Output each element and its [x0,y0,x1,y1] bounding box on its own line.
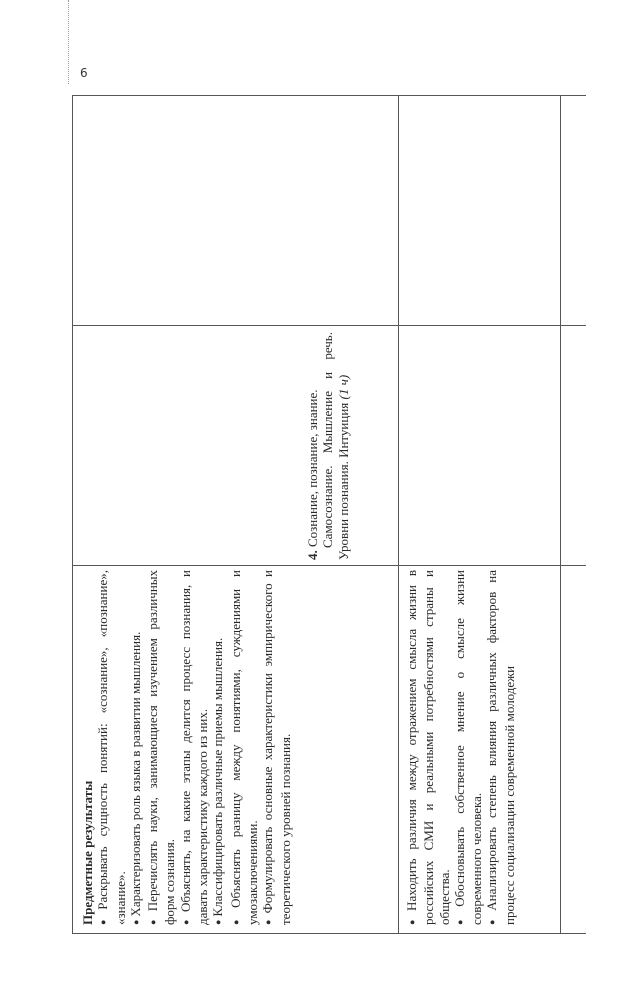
list-item: ● Объяснять, на какие этапы делится процесс познания, и давать характеристику каждого из них. [178,570,211,925]
table-border-top [72,95,586,96]
topic-title: 4. Сознание, познание, знание. [305,389,320,560]
list-item: ● Формулировать основные характеристики эмпирического и теоретического уровней познания. [260,570,293,925]
list-item: ● Объяснять разницу между понятиями, суждениями и умозаключениями. [228,570,261,925]
column-divider-2 [560,95,561,934]
page-number: 6 [80,66,88,80]
list-item: ● Характеризовать роль языка в развитии мышления. [128,570,145,925]
list-item: ● Классифицировать различные приемы мышления. [210,570,227,925]
topic-cell [305,332,397,560]
list-item: ● Анализировать степень влияния различных факторов на процесс социализации современной молодежи [484,570,517,925]
list-item: ● Обосновывать собственное мнение о смысле жизни современного человека. [452,570,485,925]
subject-results-cell [80,570,376,925]
previous-row-results [404,570,554,925]
margin-guide [68,0,69,84]
list-item: ● Перечислять науки, занимающиеся изучением различных форм сознания. [145,570,178,925]
table-border-left [72,95,73,934]
column-divider-1 [398,95,399,934]
list-item: ● Раскрывать сущность понятий: «сознание», «познание», «знание». [95,570,128,925]
row-divider-1 [72,325,586,326]
list-item: ● Находить различия между отражением смысла жизни в российских СМИ и реальными потребностями страны и общества. [404,570,452,925]
table-border-bottom [72,933,586,934]
topic-body: Самосознание. Мышление и речь. Уровни познания. Интуиция (1 ч) [320,332,351,560]
results-heading: Предметные результаты [80,780,95,925]
row-divider-2 [72,565,586,566]
